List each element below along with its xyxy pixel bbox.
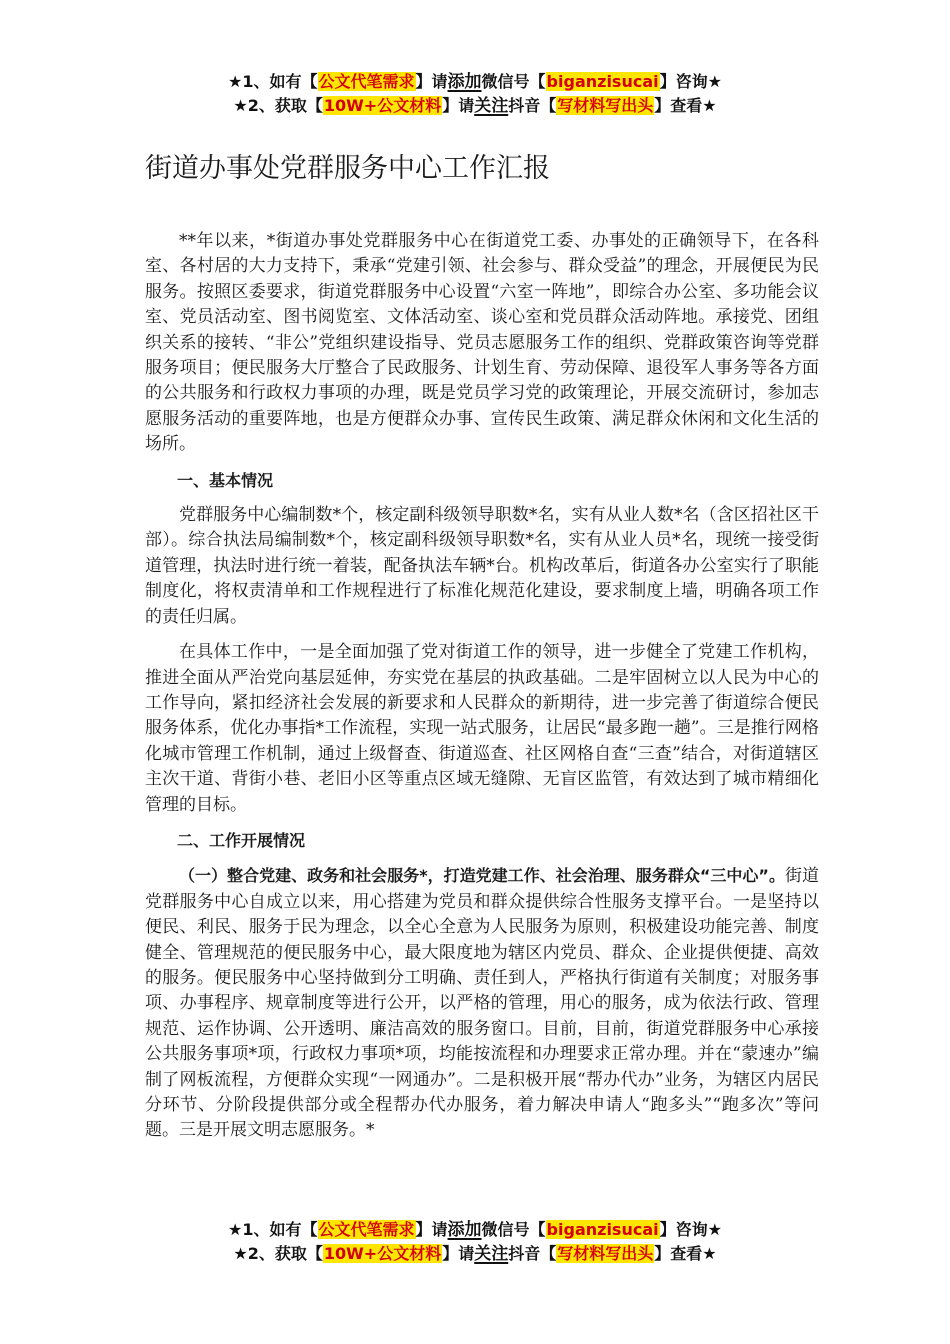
promo-emphasis: 关注 [474,96,509,116]
promo-line-1: ★1、如有【公文代笔需求】请添加微信号【biganzisucai】咨询★ [228,1220,722,1240]
promo-highlight: 公文代笔需求 [318,72,415,91]
promo-douyin-account: 写材料写出头 [557,1244,654,1263]
subsection-body: 街道党群服务中心自成立以来，用心搭建为党员和群众提供综合性服务支撑平台。一是坚持以便民、利民、服务于民为理念，以全心全意为人民服务为原则，积极建设功能完善、制度健全、管理规范的便民服务中心，最大限度地为辖区内党员、群众、企业提供便捷、高效的服务。便民服务中心坚持做到分工明确、责任到人，严格执行街道有关制度；对服务事项、办事程序、规章制度等进行公开，以严格的管理，用心的服务，成为依法行政、管理规范、运作协调、公开透明、廉洁高效的服务窗口。目前，目前，街道党群服务中心承接公共服务事项*项，行政权力事项*项，均能按流程和办理要求正常办理。并在“蒙速办”编制了网板流程，方便群众实现“一网通办”。二是积极开展“帮办代办”业务，为辖区内居民分环节、分阶段提供部分或全程帮办代办服务，着力解决申请人“跑多头”“跑多次”等问题。三是开展文明志愿服务。* [145,866,819,1141]
promo-douyin-account: 写材料写出头 [557,96,654,115]
document-title: 街道办事处党群服务中心工作汇报 [145,153,550,184]
footer-promo-banner [0,1218,950,1266]
paragraph-work-details: 在具体工作中，一是全面加强了党对街道工作的领导，进一步健全了党建工作机构，推进全面从严治党向基层延伸，夯实党在基层的执政基础。二是牢固树立以人民为中心的工作导向，紧扣经济社会发展的新要求和人民群众的新期待，进一步完善了街道综合便民服务体系，优化办事指*工作流程，实现一站式服务，让居民“最多跑一趟”。三是推行网格化城市管理工作机制，通过上级督查、街道巡查、社区网格自查“三查”结合，对街道辖区主次干道、背街小巷、老旧小区等重点区域无缝隙、无盲区监管，有效达到了城市精细化管理的目标。 [145,642,819,815]
promo-line-2: ★2、获取【10W+公文材料】请关注抖音【写材料写出头】查看★ [233,1244,717,1264]
promo-line-2: ★2、获取【10W+公文材料】请关注抖音【写材料写出头】查看★ [233,96,717,116]
promo-wechat-id: biganzisucai [546,1220,659,1239]
promo-wechat-id: biganzisucai [546,72,659,91]
promo-emphasis: 添加 [447,72,482,92]
document-body [145,229,819,1154]
promo-emphasis: 添加 [447,1220,482,1240]
section-heading-basic: 一、基本情况 [177,470,274,490]
intro-paragraph: **年以来，*街道办事处党群服务中心在街道党工委、办事处的正确领导下，在各科室、各村居的大力支持下，秉承“党建引领、社会参与、群众受益”的理念，开展便民为民服务。按照区委要求，街道党群服务中心设置“六室一阵地”，即综合办公室、多功能会议室、党员活动室、图书阅览室、文体活动室、谈心室和党员群众活动阵地。承接党、团组织关系的接转、“非公”党组织建设指导、党员志愿服务工作的组织、党群政策咨询等党群服务项目；便民服务大厅整合了民政服务、计划生育、劳动保障、退役军人事务等各方面的公共服务和行政权力事项的办理，既是党员学习党的政策理论，开展交流研讨，参加志愿服务活动的重要阵地，也是方便群众办事、宣传民生政策、满足群众休闲和文化生活的场所。 [145,231,819,455]
paragraph-integration [145,863,819,1143]
promo-highlight: 10W+公文材料 [323,96,442,115]
subsection-lead: （一）整合党建、政务和社会服务*，打造党建工作、社会治理、服务群众“三中心”。 [179,866,785,886]
promo-line-1: ★1、如有【公文代笔需求】请添加微信号【biganzisucai】咨询★ [228,72,722,92]
promo-highlight: 10W+公文材料 [323,1244,442,1263]
promo-highlight: 公文代笔需求 [318,1220,415,1239]
header-promo-banner [0,70,950,118]
section-heading-work: 二、工作开展情况 [177,830,306,850]
promo-emphasis: 关注 [474,1244,509,1264]
paragraph-staffing: 党群服务中心编制数*个，核定副科级领导职数*名，实有从业人数*名（含区招社区干部）。综合执法局编制数*个，核定副科级领导职数*名，实有从业人员*名，现统一接受街道管理，执法时进行统一着装，配备执法车辆*台。机构改革后，街道各办公室实行了职能制度化，将权责清单和工作规程进行了标准化规范化建设，要求制度上墙，明确各项工作的责任归属。 [145,505,819,627]
